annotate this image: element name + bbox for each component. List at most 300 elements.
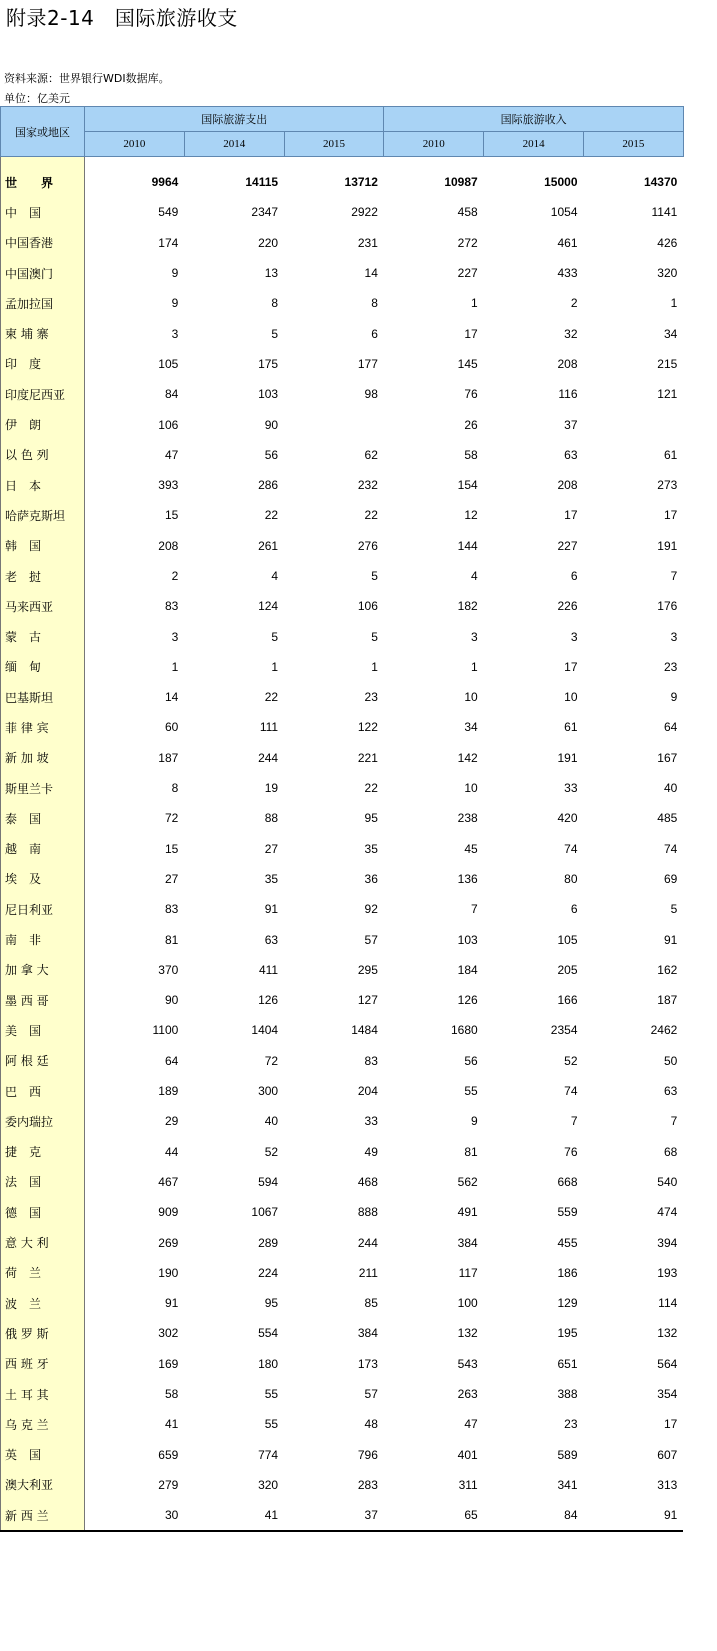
receipts-value: 132: [457, 1326, 478, 1341]
expenditure-value: 244: [258, 750, 279, 765]
expenditure-value: 15: [164, 508, 179, 523]
expenditure-value: 57: [364, 932, 378, 947]
expenditure-value: 174: [158, 235, 179, 250]
expenditure-value: 224: [258, 1265, 279, 1280]
receipts-value: 311: [458, 1477, 478, 1492]
table-row: [1, 1288, 684, 1318]
receipts-value: 2354: [550, 1023, 578, 1038]
expenditure-value: 244: [357, 1235, 378, 1250]
expenditure-value: 8: [271, 296, 279, 311]
tourism-table: [0, 106, 684, 1532]
spacer-cell: [584, 157, 684, 168]
country-name: 日 本: [1, 470, 85, 500]
receipts-value: 205: [557, 962, 578, 977]
table-row: [1, 1076, 684, 1106]
receipts-value: 559: [557, 1205, 578, 1220]
expenditure-value: 289: [258, 1235, 279, 1250]
header-row-groups: [1, 107, 684, 132]
expenditure-value: 187: [158, 750, 179, 765]
receipts-value: 74: [564, 1084, 578, 1099]
country-name: 捷 克: [1, 1137, 85, 1167]
expenditure-value: 774: [258, 1447, 279, 1462]
receipts-value: 433: [557, 266, 578, 281]
expenditure-value: 55: [264, 1387, 279, 1402]
expenditure-value: 173: [357, 1356, 378, 1371]
receipts-value: 32: [564, 326, 578, 341]
receipts-value: 17: [663, 1417, 678, 1432]
table-row: [1, 803, 684, 833]
receipts-value: 187: [657, 993, 678, 1008]
receipts-value: 45: [464, 841, 478, 856]
expenditure-value: 56: [264, 447, 279, 462]
receipts-value: [584, 409, 684, 439]
expenditure-value: 295: [357, 962, 378, 977]
expenditure-value: 58: [164, 1387, 179, 1402]
receipts-value: 1: [670, 296, 678, 311]
receipts-value: 226: [557, 599, 578, 614]
expenditure-value: 88: [264, 811, 279, 826]
country-name: 阿 根 廷: [1, 1046, 85, 1076]
table-row: [1, 985, 684, 1015]
receipts-value: 193: [657, 1265, 678, 1280]
expenditure-value: [284, 409, 384, 439]
receipts-value: 191: [657, 538, 678, 553]
table-row: [1, 712, 684, 742]
table-row: [1, 894, 684, 924]
receipts-value: 651: [557, 1356, 578, 1371]
table-row: [1, 318, 684, 348]
expenditure-value: 261: [258, 538, 279, 553]
receipts-value: 144: [457, 538, 478, 553]
expenditure-value: 90: [164, 993, 179, 1008]
country-name: 墨 西 哥: [1, 985, 85, 1015]
table-row: [1, 652, 684, 682]
expenditure-value: 19: [264, 781, 279, 796]
year-header: 2010: [85, 132, 185, 157]
expenditure-value: 204: [357, 1084, 378, 1099]
receipts-value: 10: [564, 690, 578, 705]
spacer-cell: [284, 157, 384, 168]
receipts-value: 17: [663, 508, 678, 523]
group-header-receipts: 国际旅游收入: [384, 107, 683, 132]
receipts-value: 37: [564, 417, 578, 432]
expenditure-value: 22: [364, 508, 378, 523]
receipts-value: 132: [657, 1326, 678, 1341]
expenditure-value: 3: [171, 629, 179, 644]
spacer-cell: [384, 157, 484, 168]
table-row-world: [1, 167, 684, 197]
expenditure-value: 126: [258, 993, 279, 1008]
receipts-value: 272: [457, 235, 478, 250]
expenditure-value: 15: [164, 841, 179, 856]
expenditure-value: 106: [357, 599, 378, 614]
expenditure-value: 111: [259, 720, 279, 735]
expenditure-value: 211: [358, 1265, 378, 1280]
receipts-value: 69: [663, 871, 678, 886]
data-source-note: 资料来源：世界银行WDI数据库。: [4, 72, 170, 85]
table-row: [1, 1167, 684, 1197]
expenditure-value: 1: [371, 659, 378, 674]
country-name: 澳大利亚: [1, 1470, 85, 1500]
table-row: [1, 1379, 684, 1409]
table-row: [1, 621, 684, 651]
country-name: 埃 及: [1, 864, 85, 894]
receipts-value: 7: [670, 1114, 678, 1129]
expenditure-value: 30: [85, 1500, 185, 1531]
expenditure-value: 92: [364, 902, 378, 917]
receipts-value: 74: [564, 841, 578, 856]
receipts-value: 474: [657, 1205, 678, 1220]
table-row: [1, 1015, 684, 1045]
receipts-value: 426: [657, 235, 678, 250]
expenditure-value: 14115: [245, 175, 279, 190]
receipts-value: 208: [557, 478, 578, 493]
expenditure-value: 23: [364, 690, 378, 705]
expenditure-value: 169: [158, 1356, 179, 1371]
receipts-value: 68: [663, 1144, 678, 1159]
expenditure-value: 302: [158, 1326, 179, 1341]
expenditure-value: 64: [164, 1053, 179, 1068]
expenditure-value: 3: [171, 326, 179, 341]
expenditure-value: 55: [264, 1417, 279, 1432]
expenditure-value: 95: [264, 1296, 279, 1311]
country-name: 中国澳门: [1, 258, 85, 288]
expenditure-value: 91: [164, 1296, 179, 1311]
expenditure-value: 81: [164, 932, 179, 947]
expenditure-value: 276: [357, 538, 378, 553]
receipts-value: 388: [557, 1387, 578, 1402]
country-name: 巴基斯坦: [1, 682, 85, 712]
expenditure-value: 13712: [344, 175, 378, 190]
country-name: 印 度: [1, 349, 85, 379]
country-name: 蒙 古: [1, 621, 85, 651]
expenditure-value: 8: [371, 296, 378, 311]
receipts-value: 17: [564, 508, 578, 523]
table-row: [1, 834, 684, 864]
expenditure-value: 22: [264, 508, 279, 523]
receipts-value: 2462: [650, 1023, 678, 1038]
expenditure-value: 554: [258, 1326, 279, 1341]
expenditure-value: 286: [258, 478, 279, 493]
receipts-value: 14370: [643, 175, 678, 190]
expenditure-value: 1067: [251, 1205, 279, 1220]
table-row: [1, 1137, 684, 1167]
expenditure-value: 411: [258, 962, 279, 977]
table-row: [1, 258, 684, 288]
country-name: 西 班 牙: [1, 1349, 85, 1379]
receipts-value: 491: [457, 1205, 478, 1220]
expenditure-value: 594: [258, 1174, 279, 1189]
table-body: [1, 157, 684, 1532]
receipts-value: 564: [657, 1356, 678, 1371]
expenditure-value: 127: [357, 993, 378, 1008]
receipts-value: 117: [458, 1265, 478, 1280]
receipts-value: 2: [570, 296, 578, 311]
receipts-value: 142: [457, 750, 478, 765]
receipts-value: 63: [564, 447, 578, 462]
table-row: [1, 1106, 684, 1136]
country-name: 菲 律 宾: [1, 712, 85, 742]
expenditure-value: 9: [171, 266, 179, 281]
receipts-value: 394: [657, 1235, 678, 1250]
receipts-value: 91: [584, 1500, 684, 1531]
receipts-value: 100: [457, 1296, 478, 1311]
table-row: [1, 500, 684, 530]
table-row: [1, 743, 684, 773]
receipts-value: 3: [570, 629, 578, 644]
country-name: 加 拿 大: [1, 955, 85, 985]
country-name: 土 耳 其: [1, 1379, 85, 1409]
receipts-value: 208: [557, 356, 578, 371]
receipts-value: 7: [570, 1114, 578, 1129]
expenditure-value: 105: [158, 356, 179, 371]
expenditure-value: 208: [158, 538, 179, 553]
expenditure-value: 83: [164, 902, 179, 917]
expenditure-value: 49: [364, 1144, 378, 1159]
receipts-value: 1: [471, 659, 478, 674]
receipts-value: 15000: [544, 175, 578, 190]
table-row: [1, 531, 684, 561]
expenditure-value: 9964: [151, 175, 179, 190]
expenditure-value: 5: [271, 629, 279, 644]
spacer-cell: [484, 157, 584, 168]
country-name: 法 国: [1, 1167, 85, 1197]
table-row: [1, 1500, 684, 1531]
table-row: [1, 379, 684, 409]
country-name: 世 界: [1, 167, 85, 197]
expenditure-value: 796: [357, 1447, 378, 1462]
receipts-value: 195: [557, 1326, 578, 1341]
table-row: [1, 1258, 684, 1288]
expenditure-value: 14: [364, 266, 378, 281]
year-header: 2014: [484, 132, 584, 157]
receipts-value: 3: [670, 629, 678, 644]
country-name: 哈萨克斯坦: [1, 500, 85, 530]
receipts-value: 341: [557, 1477, 578, 1492]
expenditure-value: 48: [364, 1417, 378, 1432]
expenditure-value: 8: [171, 781, 179, 796]
country-name: 德 国: [1, 1197, 85, 1227]
receipts-value: 401: [457, 1447, 478, 1462]
table-row: [1, 1318, 684, 1348]
expenditure-value: 85: [364, 1296, 378, 1311]
expenditure-value: 300: [258, 1084, 279, 1099]
expenditure-value: 6: [371, 326, 378, 341]
expenditure-value: 5: [371, 569, 378, 583]
receipts-value: 227: [457, 266, 478, 281]
table-row: [1, 591, 684, 621]
table-row: [1, 864, 684, 894]
expenditure-value: 659: [158, 1447, 179, 1462]
receipts-value: 105: [557, 932, 578, 947]
expenditure-value: 393: [158, 478, 179, 493]
expenditure-value: 1404: [251, 1023, 279, 1038]
table-row: [1, 682, 684, 712]
expenditure-value: 124: [258, 599, 279, 614]
receipts-value: 17: [564, 659, 578, 674]
country-name: 泰 国: [1, 803, 85, 833]
receipts-value: 227: [557, 538, 578, 553]
expenditure-value: 103: [258, 387, 279, 402]
expenditure-value: 14: [164, 690, 179, 705]
receipts-value: 7: [670, 569, 678, 583]
receipts-value: 17: [464, 326, 478, 341]
expenditure-value: 177: [357, 356, 378, 371]
country-name: 老 挝: [1, 561, 85, 591]
expenditure-value: 231: [357, 235, 378, 250]
receipts-value: 23: [663, 659, 678, 674]
country-name: 以 色 列: [1, 440, 85, 470]
expenditure-value: 5: [371, 629, 378, 644]
receipts-value: 74: [663, 841, 678, 856]
receipts-value: 55: [464, 1084, 478, 1099]
country-name: 南 非: [1, 924, 85, 954]
expenditure-value: 189: [158, 1084, 179, 1099]
receipts-value: 58: [464, 447, 478, 462]
expenditure-value: 320: [258, 1477, 279, 1492]
corner-header: 国家或地区: [1, 107, 85, 157]
table-row: [1, 1470, 684, 1500]
country-name: 美 国: [1, 1015, 85, 1045]
receipts-value: 33: [564, 781, 578, 796]
expenditure-value: 2347: [251, 205, 279, 220]
receipts-value: 263: [457, 1387, 478, 1402]
receipts-value: 7: [471, 902, 478, 917]
receipts-value: 461: [557, 235, 578, 250]
receipts-value: 540: [657, 1174, 678, 1189]
receipts-value: 273: [657, 478, 678, 493]
table-row: [1, 955, 684, 985]
group-header-expenditure: 国际旅游支出: [85, 107, 384, 132]
receipts-value: 80: [564, 871, 578, 886]
country-name: 中 国: [1, 197, 85, 227]
receipts-value: 1: [471, 296, 478, 311]
receipts-value: 26: [464, 417, 478, 432]
receipts-value: 61: [564, 720, 578, 735]
receipts-value: 5: [670, 902, 678, 917]
expenditure-value: 549: [158, 205, 179, 220]
table-row: [1, 1197, 684, 1227]
expenditure-value: 35: [364, 841, 378, 856]
country-name: 俄 罗 斯: [1, 1318, 85, 1348]
expenditure-value: 468: [357, 1174, 378, 1189]
table-row: [1, 1409, 684, 1439]
expenditure-value: 83: [164, 599, 179, 614]
receipts-value: 145: [457, 356, 478, 371]
table-row: [1, 288, 684, 318]
receipts-value: 589: [557, 1447, 578, 1462]
country-name: 越 南: [1, 834, 85, 864]
receipts-value: 61: [663, 447, 678, 462]
receipts-value: 47: [464, 1417, 478, 1432]
expenditure-value: 467: [158, 1174, 179, 1189]
table-row: [1, 1439, 684, 1469]
table-row: [1, 561, 684, 591]
receipts-value: 3: [471, 629, 478, 644]
table-row: [1, 409, 684, 439]
expenditure-value: 36: [364, 871, 378, 886]
expenditure-value: 41: [184, 1500, 284, 1531]
expenditure-value: 90: [264, 417, 279, 432]
expenditure-value: 2922: [351, 205, 378, 220]
expenditure-value: 44: [164, 1144, 179, 1159]
receipts-value: 114: [658, 1296, 678, 1311]
expenditure-value: 22: [364, 781, 378, 796]
receipts-value: 6: [570, 902, 578, 917]
expenditure-value: 180: [258, 1356, 279, 1371]
country-name: 尼日利亚: [1, 894, 85, 924]
table-row: [1, 773, 684, 803]
expenditure-value: 190: [158, 1265, 179, 1280]
receipts-value: 9: [471, 1114, 478, 1129]
receipts-value: 6: [570, 569, 578, 583]
expenditure-value: 27: [264, 841, 279, 856]
receipts-value: 63: [663, 1084, 678, 1099]
country-name: 伊 朗: [1, 409, 85, 439]
table-row: [1, 470, 684, 500]
country-name: 乌 克 兰: [1, 1409, 85, 1439]
receipts-value: 12: [464, 508, 478, 523]
table-row: [1, 924, 684, 954]
receipts-value: 668: [557, 1174, 578, 1189]
country-name: 斯里兰卡: [1, 773, 85, 803]
receipts-value: 238: [457, 811, 478, 826]
table-row: [1, 1046, 684, 1076]
receipts-value: 562: [457, 1174, 478, 1189]
expenditure-value: 52: [264, 1144, 279, 1159]
receipts-value: 313: [657, 1477, 678, 1492]
expenditure-value: 269: [158, 1235, 179, 1250]
expenditure-value: 13: [264, 266, 279, 281]
spacer-cell: [184, 157, 284, 168]
country-name: 新 加 坡: [1, 743, 85, 773]
expenditure-value: 22: [264, 690, 279, 705]
receipts-value: 10: [464, 781, 478, 796]
receipts-value: 543: [457, 1356, 478, 1371]
spacer-cell: [85, 157, 185, 168]
expenditure-value: 37: [284, 1500, 384, 1531]
receipts-value: 76: [464, 387, 478, 402]
expenditure-value: 1: [171, 659, 179, 674]
expenditure-value: 283: [357, 1477, 378, 1492]
receipts-value: 23: [564, 1417, 578, 1432]
year-header: 2015: [584, 132, 684, 157]
country-name: 波 兰: [1, 1288, 85, 1318]
country-name: 马来西亚: [1, 591, 85, 621]
expenditure-value: 95: [364, 811, 378, 826]
receipts-value: 354: [657, 1387, 678, 1402]
table-row: [1, 1349, 684, 1379]
receipts-value: 121: [657, 387, 678, 402]
unit-note: 单位：亿美元: [4, 92, 70, 105]
expenditure-value: 72: [264, 1053, 279, 1068]
expenditure-value: 1484: [351, 1023, 378, 1038]
receipts-value: 52: [564, 1053, 578, 1068]
receipts-value: 455: [557, 1235, 578, 1250]
expenditure-value: 63: [264, 932, 279, 947]
country-name: 孟加拉国: [1, 288, 85, 318]
receipts-value: 76: [564, 1144, 578, 1159]
expenditure-value: 221: [357, 750, 378, 765]
expenditure-value: 98: [364, 387, 378, 402]
expenditure-value: 47: [164, 447, 179, 462]
receipts-value: 50: [663, 1053, 678, 1068]
expenditure-value: 888: [357, 1205, 378, 1220]
receipts-value: 126: [457, 993, 478, 1008]
expenditure-value: 220: [258, 235, 279, 250]
receipts-value: 4: [471, 569, 478, 583]
receipts-value: 154: [457, 478, 478, 493]
